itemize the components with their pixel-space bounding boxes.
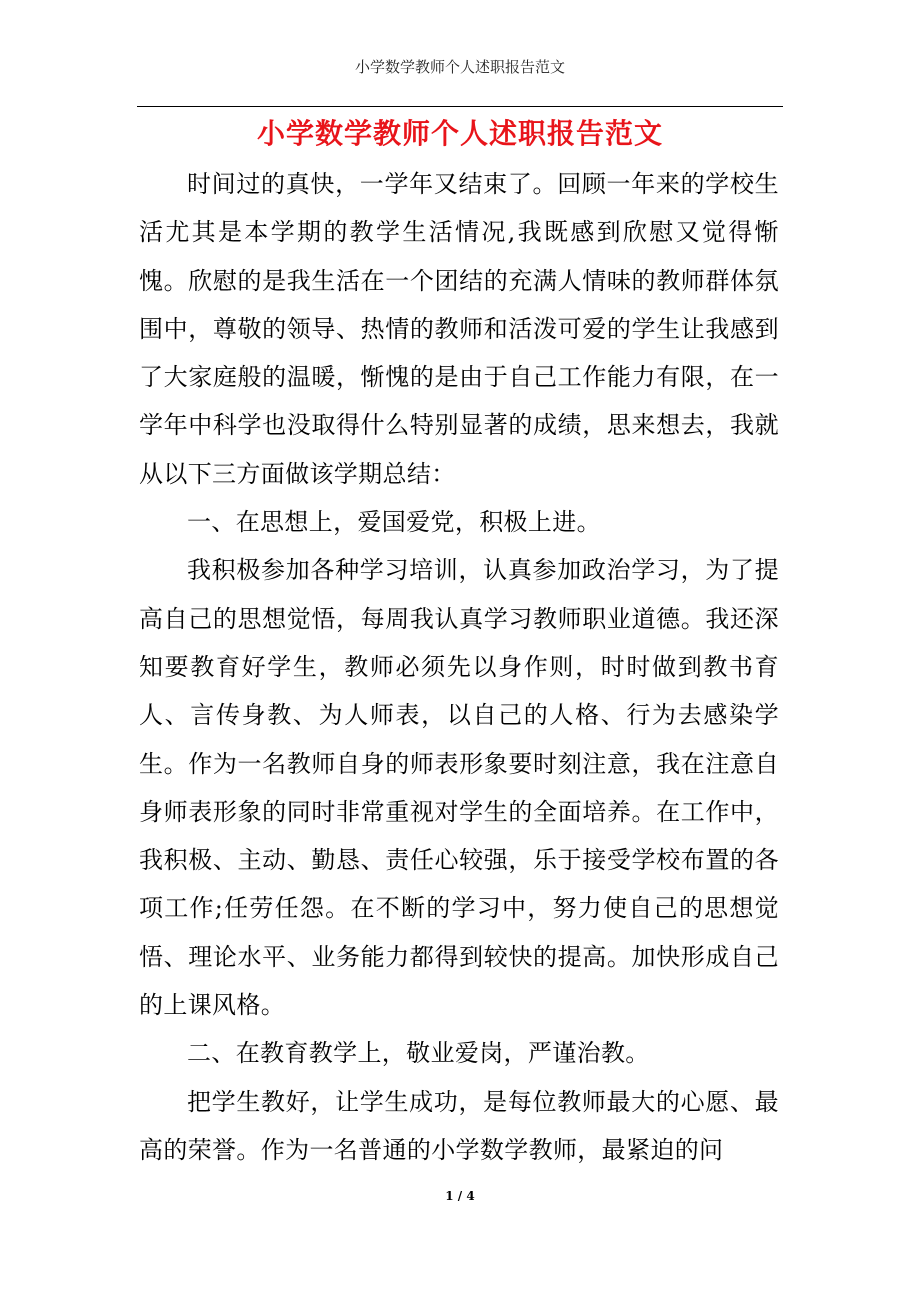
section-heading-2: 二、在教育教学上，敬业爱岗，严谨治教。 (187, 1039, 650, 1068)
paragraph-section-2: 把学生教好，让学生成功，是每位教师最大的心愿、最高的荣誉。作为一名普通的小学数学教师，最紧迫的问 (139, 1087, 779, 1164)
paragraph-section-1: 我积极参加各种学习培训，认真参加政治学习，为了提高自己的思想觉悟，每周我认真学习教师职业道德。我还深知要教育好学生，教师必须先以身作则，时时做到教书育人、言传身教、为人师表，以自己的人格、行为去感染学生。作为一名教师自身的师表形象要时刻注意，我在注意自身师表形象的同时非常重视对学生的全面培养。在工作中，我积极、主动、勤恳、责任心较强，乐于接受学校布置的各项工作;任劳任怨。在不断的学习中，努力使自己的思想觉悟、理论水平、业务能力都得到较快的提高。加快形成自己的上课风格。 (139, 556, 779, 1020)
running-header: 小学数学教师个人述职报告范文 (354, 58, 565, 76)
document-title: 小学数学教师个人述职报告范文 (256, 117, 663, 150)
section-heading-1: 一、在思想上，爱国爱党，积极上进。 (187, 508, 601, 537)
page-number: 1 / 4 (445, 1189, 475, 1203)
document-body (139, 160, 779, 1174)
header-divider (137, 106, 783, 107)
paragraph-intro: 时间过的真快，一学年又结束了。回顾一年来的学校生活尤其是本学期的教学生活情况,我既感到欣慰又觉得惭愧。欣慰的是我生活在一个团结的充满人情味的教师群体氛围中，尊敬的领导、热情的教师和活泼可爱的学生让我感到了大家庭般的温暖，惭愧的是由于自己工作能力有限，在一学年中科学也没取得什么特别显著的成绩，思来想去，我就从以下三方面做该学期总结： (139, 170, 779, 488)
